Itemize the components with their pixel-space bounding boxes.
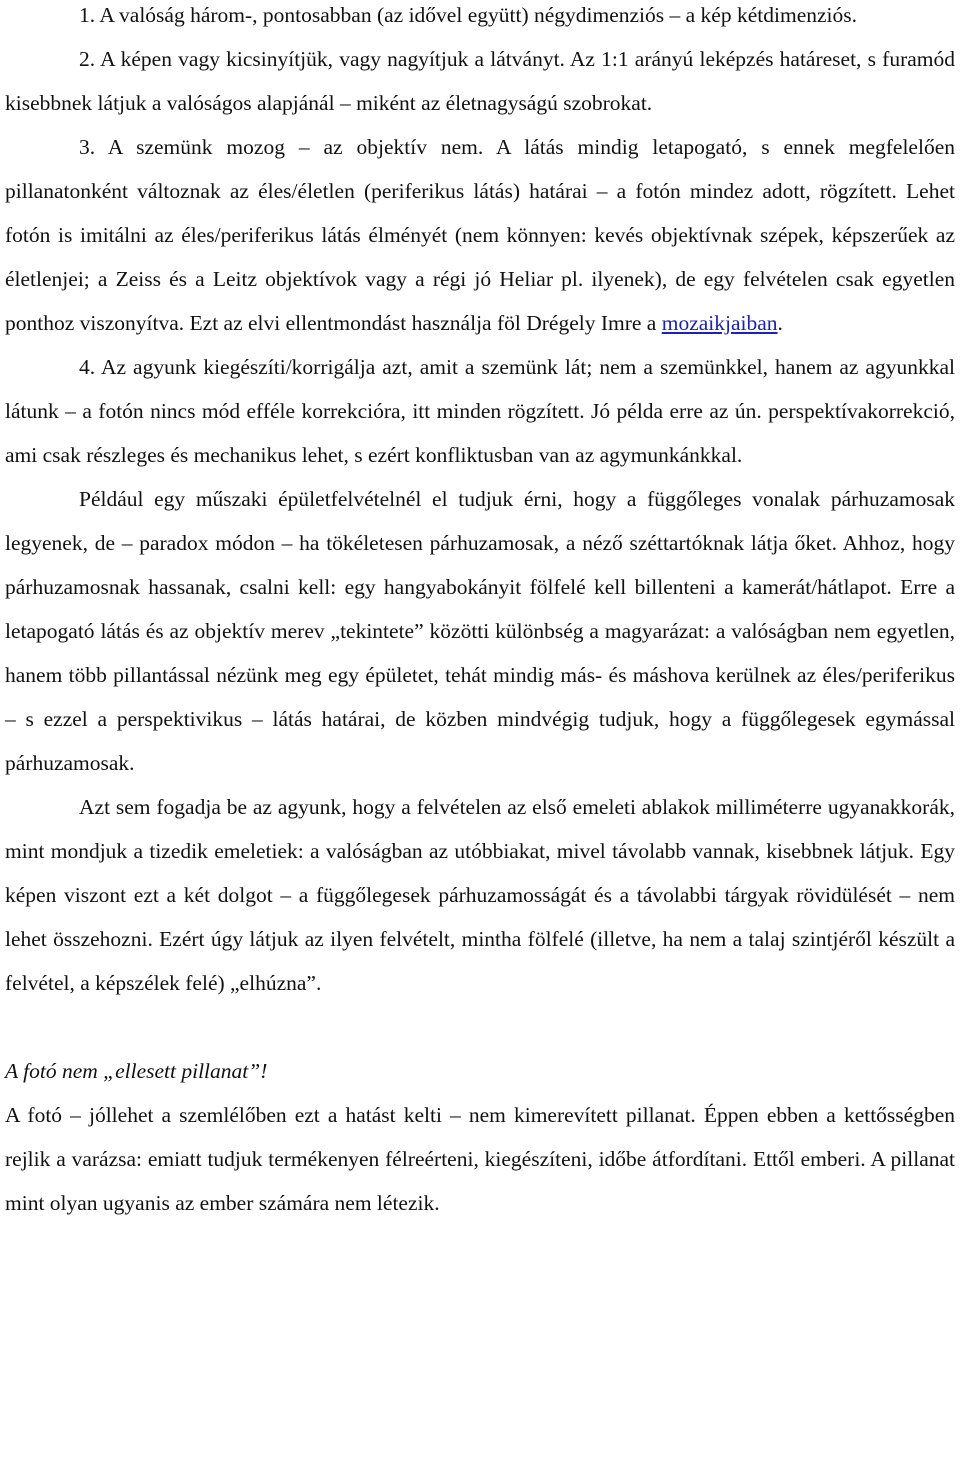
section-heading: A fotó nem „ellesett pillanat”! (5, 1059, 268, 1083)
paragraph-4: 4. Az agyunk kiegészíti/korrigálja azt, amit a szemünk lát; nem a szemünkkel, hanem az agyunkkal látunk – a fotón nincs mód efféle korrekcióra, itt minden rögzített. Jó példa erre az ún. perspektívakorrekció, ami csak részleges és mechanikus lehet, s ezért konfliktusban van az agymunkánkkal. (5, 355, 955, 467)
paragraph-7: A fotó – jóllehet a szemlélőben ezt a hatást kelti – nem kimerevített pillanat. Éppen ebben a kettősségben rejlik a varázsa: emiatt tudjuk termékenyen félreérteni, kiegészíteni, időbe átfordítani. Ettől emberi. A pillanat mint olyan ugyanis az ember számára nem létezik. (5, 1103, 955, 1215)
paragraph-3 (5, 125, 955, 345)
paragraph-3-text: 3. A szemünk mozog – az objektív nem. A látás mindig letapogató, s ennek megfelelően pillanatonként változnak az éles/életlen (periferikus látás) határai – a fotón mindez adott, rögzített. Lehet fotón is imitálni az éles/periferikus látás élményét (nem könnyen: kevés objektívnak szépek, képszerűek az életlenjei; a Zeiss és a Leitz objektívok vagy a régi jó Heliar pl. ilyenek), de egy felvételen csak egyetlen ponthoz viszonyítva. Ezt az elvi ellentmondást használja föl Drégely Imre a (5, 135, 955, 335)
paragraph-1: 1. A valóság három-, pontosabban (az idővel együtt) négydimenziós – a kép kétdimenziós. (79, 3, 857, 27)
document-page (5, 0, 955, 1225)
paragraph-2: 2. A képen vagy kicsinyítjük, vagy nagyítjuk a látványt. Az 1:1 arányú leképzés határeset, s furamód kisebbnek látjuk a valóságos alapjánál – miként az életnagyságú szobrokat. (5, 47, 955, 115)
paragraph-3-end: . (777, 311, 783, 335)
mozaikjaiban-link[interactable]: mozaikjaiban (661, 311, 778, 335)
paragraph-5: Például egy műszaki épületfelvételnél el tudjuk érni, hogy a függőleges vonalak párhuzamosak legyenek, de – paradox módon – ha tökéletesen párhuzamosak, a néző széttartóknak látja őket. Ahhoz, hogy párhuzamosnak hassanak, csalni kell: egy hangyabokányit fölfelé kell billenteni a kamerát/hátlapot. Erre a letapogató látás és az objektív merev „tekintete” közötti különbség a magyarázat: a valóságban nem egyetlen, hanem több pillantással nézünk meg egy épületet, tehát mindig más- és máshova kerülnek az éles/periferikus – s ezzel a perspektivikus – látás határai, de közben mindvégig tudjuk, hogy a függőlegesek egymással párhuzamosak. (5, 487, 955, 775)
paragraph-6: Azt sem fogadja be az agyunk, hogy a felvételen az első emeleti ablakok milliméterre ugyanakkorák, mint mondjuk a tizedik emeletiek: a valóságban az utóbbiakat, mivel távolabb vannak, kisebbnek látjuk. Egy képen viszont ezt a két dolgot – a függőlegesek párhuzamosságát és a távolabbi tárgyak rövidülését – nem lehet összehozni. Ezért úgy látjuk az ilyen felvételt, mintha fölfelé (illetve, ha nem a talaj szintjéről készült a felvétel, a képszélek felé) „elhúzna”. (5, 795, 955, 995)
